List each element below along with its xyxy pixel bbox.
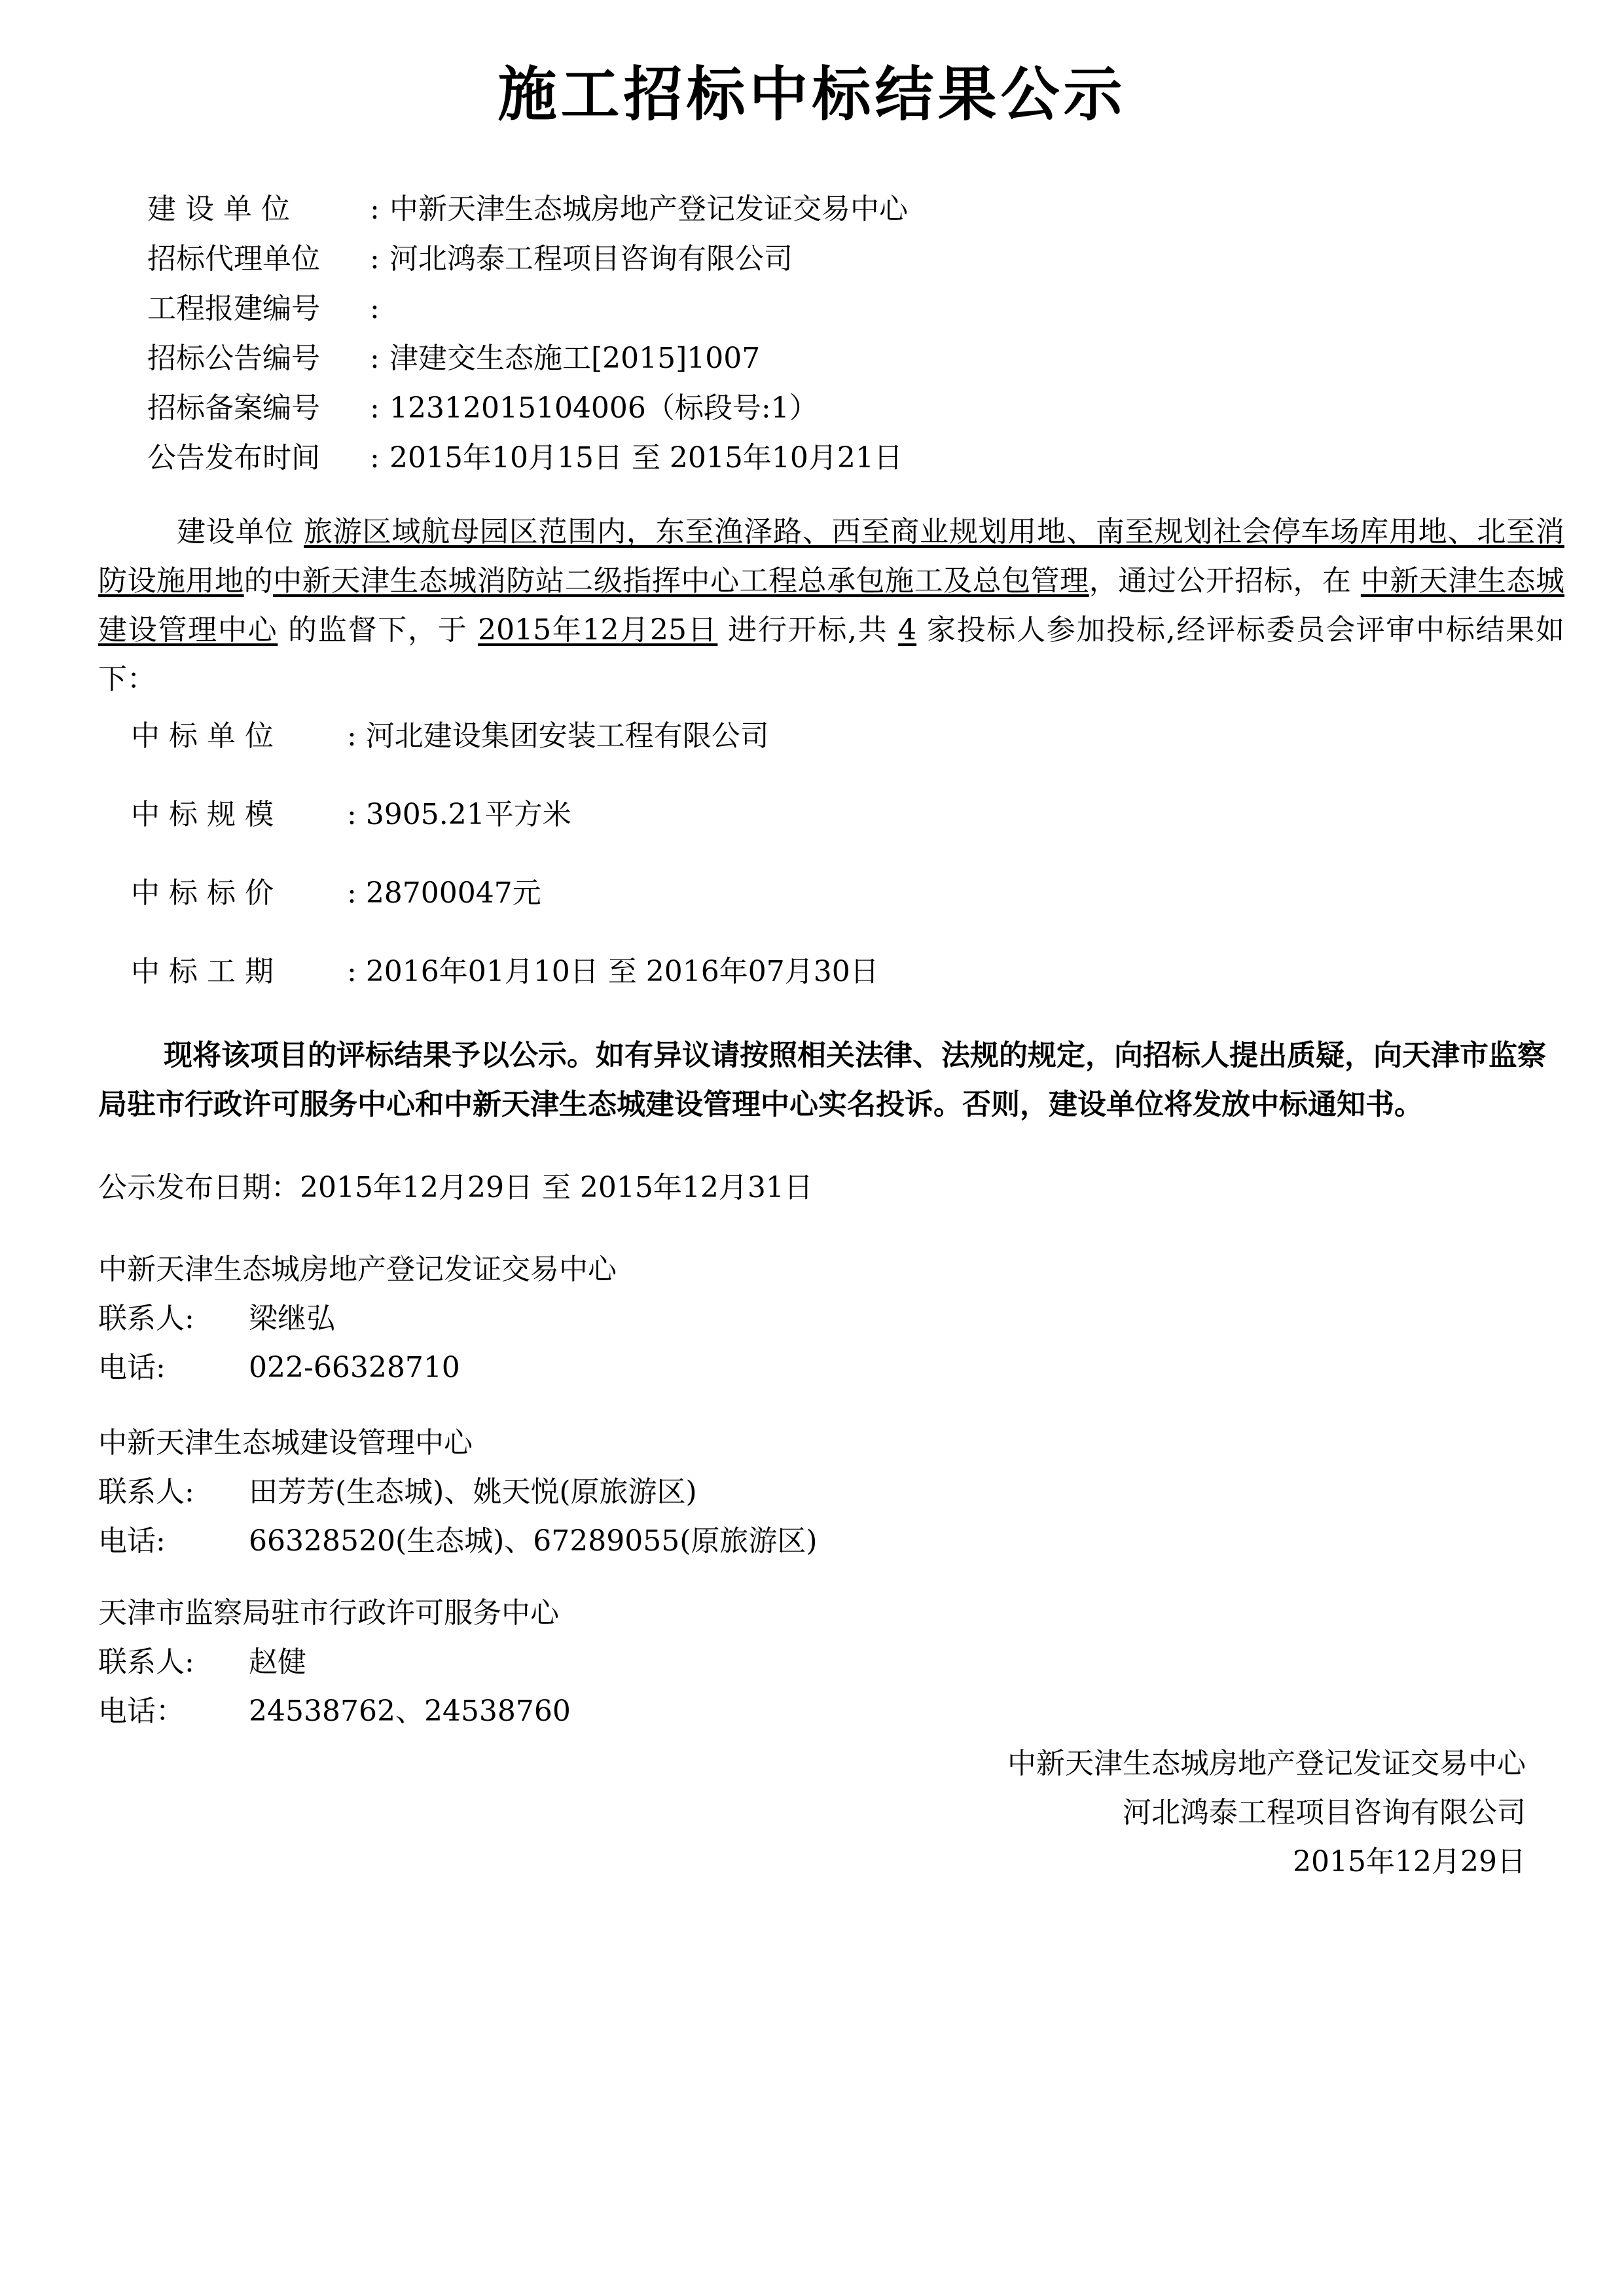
result-scale: 中标规模 : 3905.21平方米: [131, 795, 571, 834]
info-value: 12312015104006（标段号:1）: [389, 391, 818, 425]
paragraph-text: 家投标人参加投标,经评标委员会评审中标结果如下：: [98, 613, 1564, 696]
bidder-count: 4: [898, 613, 917, 647]
info-value: 河北鸿泰工程项目咨询有限公司: [389, 242, 793, 276]
project-name: 中新天津生态城消防站二级指挥中心工程总承包施工及总包管理: [273, 564, 1089, 598]
result-value: 河北建设集团安装工程有限公司: [365, 719, 769, 753]
description-paragraph: [98, 507, 1564, 704]
publish-period: 公示发布日期：2015年12月29日 至 2015年12月31日: [98, 1171, 813, 1204]
contact-person: 田芳芳(生态城)、姚天悦(原旅游区): [249, 1475, 697, 1509]
contact-person-label: 联系人:: [98, 1302, 194, 1335]
contact-phone-label: 电话:: [98, 1351, 166, 1384]
signature-org-2: 河北鸿泰工程项目咨询有限公司: [1123, 1796, 1526, 1829]
contact-person-row: [98, 1299, 335, 1338]
info-label: 招标代理单位: [147, 242, 320, 276]
objection-notice: [98, 1031, 1564, 1129]
contact-person: 梁继弘: [249, 1302, 335, 1335]
info-row-filing-number: 招标备案编号 : 12312015104006（标段号:1）: [147, 389, 818, 428]
paragraph-text: 的: [244, 564, 274, 598]
result-price: 中标标价 : 28700047元: [131, 874, 541, 913]
result-value: 28700047元: [365, 876, 541, 910]
info-value: 2015年10月15日 至 2015年10月21日: [389, 441, 903, 475]
contact-person-label: 联系人:: [98, 1645, 194, 1679]
contact-org: 中新天津生态城房地产登记发证交易中心: [98, 1253, 617, 1286]
project-location: 旅游区域航母园区范围内，东至渔泽路、西至商业规划用地、南至规划社会停车场库用地、北至消防设施用地: [98, 515, 1564, 598]
info-label: 公告发布时间: [147, 441, 320, 475]
paragraph-text: ，通过公开招标，在: [1089, 564, 1361, 598]
notice-text: 现将该项目的评标结果予以公示。如有异议请按照相关法律、法规的规定，向招标人提出质疑，向天津市监察局驻市行政许可服务中心和中新天津生态城建设管理中心实名投诉。否则，建设单位将发放中标通知书。: [98, 1039, 1546, 1121]
result-label: 中标工期: [131, 955, 283, 988]
contact-phone: 24538762、24538760: [249, 1695, 571, 1728]
contact-phone-label: 电话:: [98, 1524, 166, 1558]
contact-person-row: [98, 1473, 697, 1512]
info-row-agent: 招标代理单位 : 河北鸿泰工程项目咨询有限公司: [147, 240, 793, 279]
paragraph-text: 的监督下，于: [278, 613, 478, 647]
contact-phone-row: [98, 1348, 460, 1388]
info-row-project-number: 工程报建编号 :: [147, 289, 389, 329]
info-label: 工程报建编号: [147, 292, 320, 325]
info-value: 津建交生态施工[2015]1007: [389, 342, 761, 375]
contact-person-row: [98, 1643, 306, 1682]
info-row-publish-time: 公告发布时间 : 2015年10月15日 至 2015年10月21日: [147, 439, 903, 478]
supervising-agency: 中新天津生态城建设管理中心: [98, 564, 1565, 647]
signature-date: 2015年12月29日: [1293, 1845, 1526, 1878]
result-winner: 中标单位 : 河北建设集团安装工程有限公司: [131, 717, 769, 756]
paragraph-text: 建设单位: [177, 515, 304, 548]
info-row-announcement-number: 招标公告编号 : 津建交生态施工[2015]1007: [147, 339, 760, 378]
contact-phone-row: [98, 1692, 571, 1731]
info-row-builder: 建 设 单 位 : 中新天津生态城房地产登记发证交易中心: [147, 190, 908, 229]
result-label: 中标单位: [131, 719, 283, 753]
info-value: 中新天津生态城房地产登记发证交易中心: [389, 192, 908, 226]
paragraph-text: 进行开标,共: [717, 613, 899, 647]
page-title: 施工招标中标结果公示: [497, 60, 1127, 129]
info-label: 建 设 单 位: [147, 192, 290, 226]
bid-opening-date: 2015年12月25日: [478, 613, 718, 647]
contact-person: 赵健: [249, 1645, 306, 1679]
info-label: 招标公告编号: [147, 342, 320, 375]
contact-person-label: 联系人:: [98, 1475, 194, 1509]
contact-org: 天津市监察局驻市行政许可服务中心: [98, 1596, 559, 1630]
contact-org: 中新天津生态城建设管理中心: [98, 1426, 473, 1460]
result-duration: 中标工期 : 2016年01月10日 至 2016年07月30日: [131, 952, 879, 992]
contact-phone-label: 电话：: [98, 1695, 185, 1728]
result-value: 2016年01月10日 至 2016年07月30日: [365, 955, 879, 988]
result-value: 3905.21平方米: [365, 798, 571, 831]
contact-phone-row: [98, 1522, 818, 1561]
result-label: 中标标价: [131, 876, 283, 910]
contact-phone: 022-66328710: [249, 1351, 460, 1384]
signature-org-1: 中新天津生态城房地产登记发证交易中心: [1007, 1747, 1526, 1780]
result-label: 中标规模: [131, 798, 283, 831]
contact-phone: 66328520(生态城)、67289055(原旅游区): [249, 1524, 818, 1558]
info-label: 招标备案编号: [147, 391, 320, 425]
